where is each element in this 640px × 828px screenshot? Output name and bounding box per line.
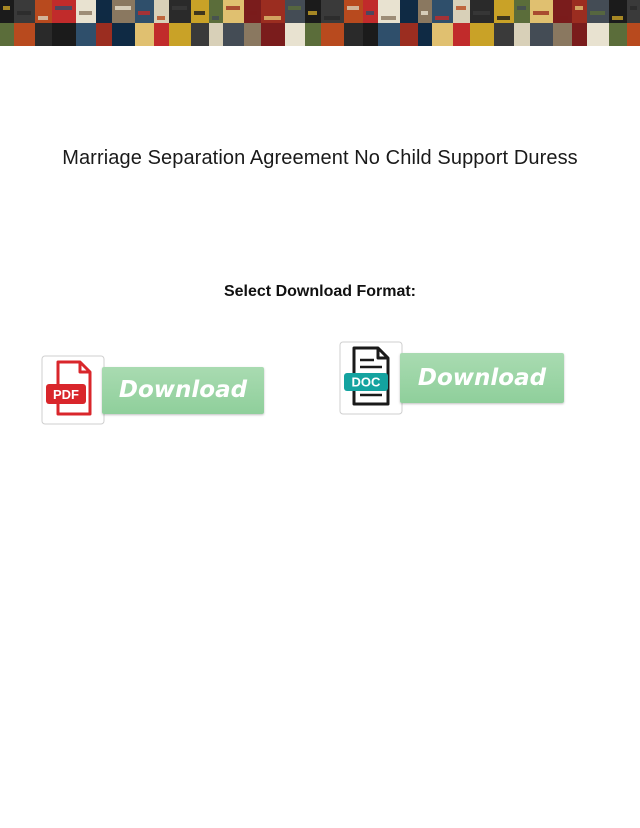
doc-download-button[interactable]: Download — [400, 353, 564, 403]
poster-collage-banner — [0, 0, 640, 46]
doc-badge-text: DOC — [351, 374, 381, 390]
collage-image — [0, 0, 640, 46]
page-title: Marriage Separation Agreement No Child Support Duress — [62, 147, 578, 169]
pdf-badge-text: PDF — [53, 387, 79, 402]
pdf-download-button[interactable]: Download — [102, 367, 264, 414]
download-format-label: Select Download Format: — [223, 283, 417, 300]
pdf-file-icon — [40, 354, 106, 426]
doc-file-icon — [338, 340, 404, 416]
